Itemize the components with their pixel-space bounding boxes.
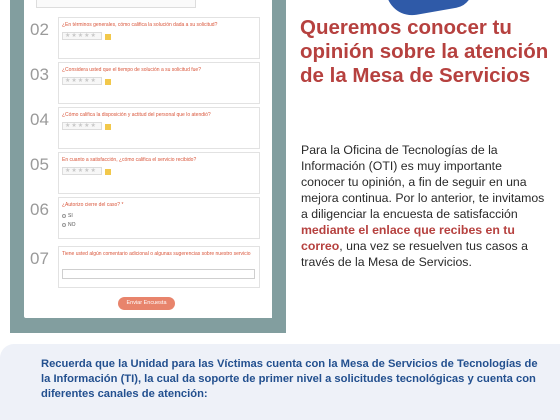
comment-textarea[interactable] [62,269,255,279]
radio-label: SI [68,213,73,219]
rating-badge-icon [105,169,111,175]
star-rating[interactable] [62,77,102,85]
star-icons: ★★★★★ [65,33,97,39]
radio-option-si[interactable] [62,213,73,219]
body-text-part2: , una vez se resuelven tus casos a través de la Mesa de Servicios. [301,239,528,269]
question-number: 03 [30,65,49,84]
question-card [58,246,260,288]
question-number: 05 [30,155,49,174]
radio-circle-icon [62,223,66,227]
question-card [58,62,260,104]
radio-circle-icon [62,214,66,218]
question-05 [24,152,272,196]
question-text: En cuanto a satisfacción, ¿cómo califica el servicio recibido? [62,157,197,163]
question-03 [24,62,272,106]
question-02 [24,17,272,61]
body-highlight: mediante el enlace que recibes en tu correo [301,223,515,253]
question-text: ¿Considera usted que el tiempo de solución a su solicitud fue? [62,67,201,73]
body-text-part1: Para la Oficina de Tecnologías de la Información (OTI) es muy importante conocer tu opinión, a fin de seguir en una mejora continua. Por lo anterior, te invitamos a diligenciar la encuesta de satisfacción [301,143,545,221]
rating-badge-icon [105,34,111,40]
question-text: ¿Cómo califica la disposición y actitud del personal que lo atendió? [62,112,211,118]
question-text: Tiene usted algún comentario adicional o algunas sugerencias sobre nuestro servicio [62,251,251,257]
question-text: ¿En términos generales, cómo califica la solución dada a su solicitud? [62,22,218,28]
question-07 [24,246,272,290]
question-number: 06 [30,200,49,219]
previous-question-card [36,0,196,8]
question-06 [24,197,272,241]
question-04 [24,107,272,151]
question-number: 07 [30,249,49,268]
star-rating[interactable] [62,122,102,130]
body-paragraph [301,142,549,270]
question-card [58,152,260,194]
star-rating[interactable] [62,167,102,175]
radio-option-no[interactable] [62,222,76,228]
question-card [58,107,260,149]
star-icons: ★★★★★ [65,123,97,129]
footer-text: Recuerda que la Unidad para las Víctimas cuenta con la Mesa de Servicios de Tecnologías de la Información (TI), la cual da soporte de primer nivel a solicitudes tecnológicas y cuenta con diferentes canales de atención: [41,358,538,400]
question-text: ¿Autorizo cierre del caso? * [62,202,124,208]
star-rating[interactable] [62,32,102,40]
send-survey-button[interactable]: Enviar Encuesta [118,297,175,310]
question-number: 02 [30,20,49,39]
star-icons: ★★★★★ [65,78,97,84]
question-card [58,17,260,59]
rating-badge-icon [105,124,111,130]
question-number: 04 [30,110,49,129]
rating-badge-icon [105,79,111,85]
headline: Queremos conocer tu opinión sobre la atención de la Mesa de Servicios [300,16,549,87]
question-card [58,197,260,239]
radio-label: NO [68,222,76,228]
star-icons: ★★★★★ [65,168,97,174]
